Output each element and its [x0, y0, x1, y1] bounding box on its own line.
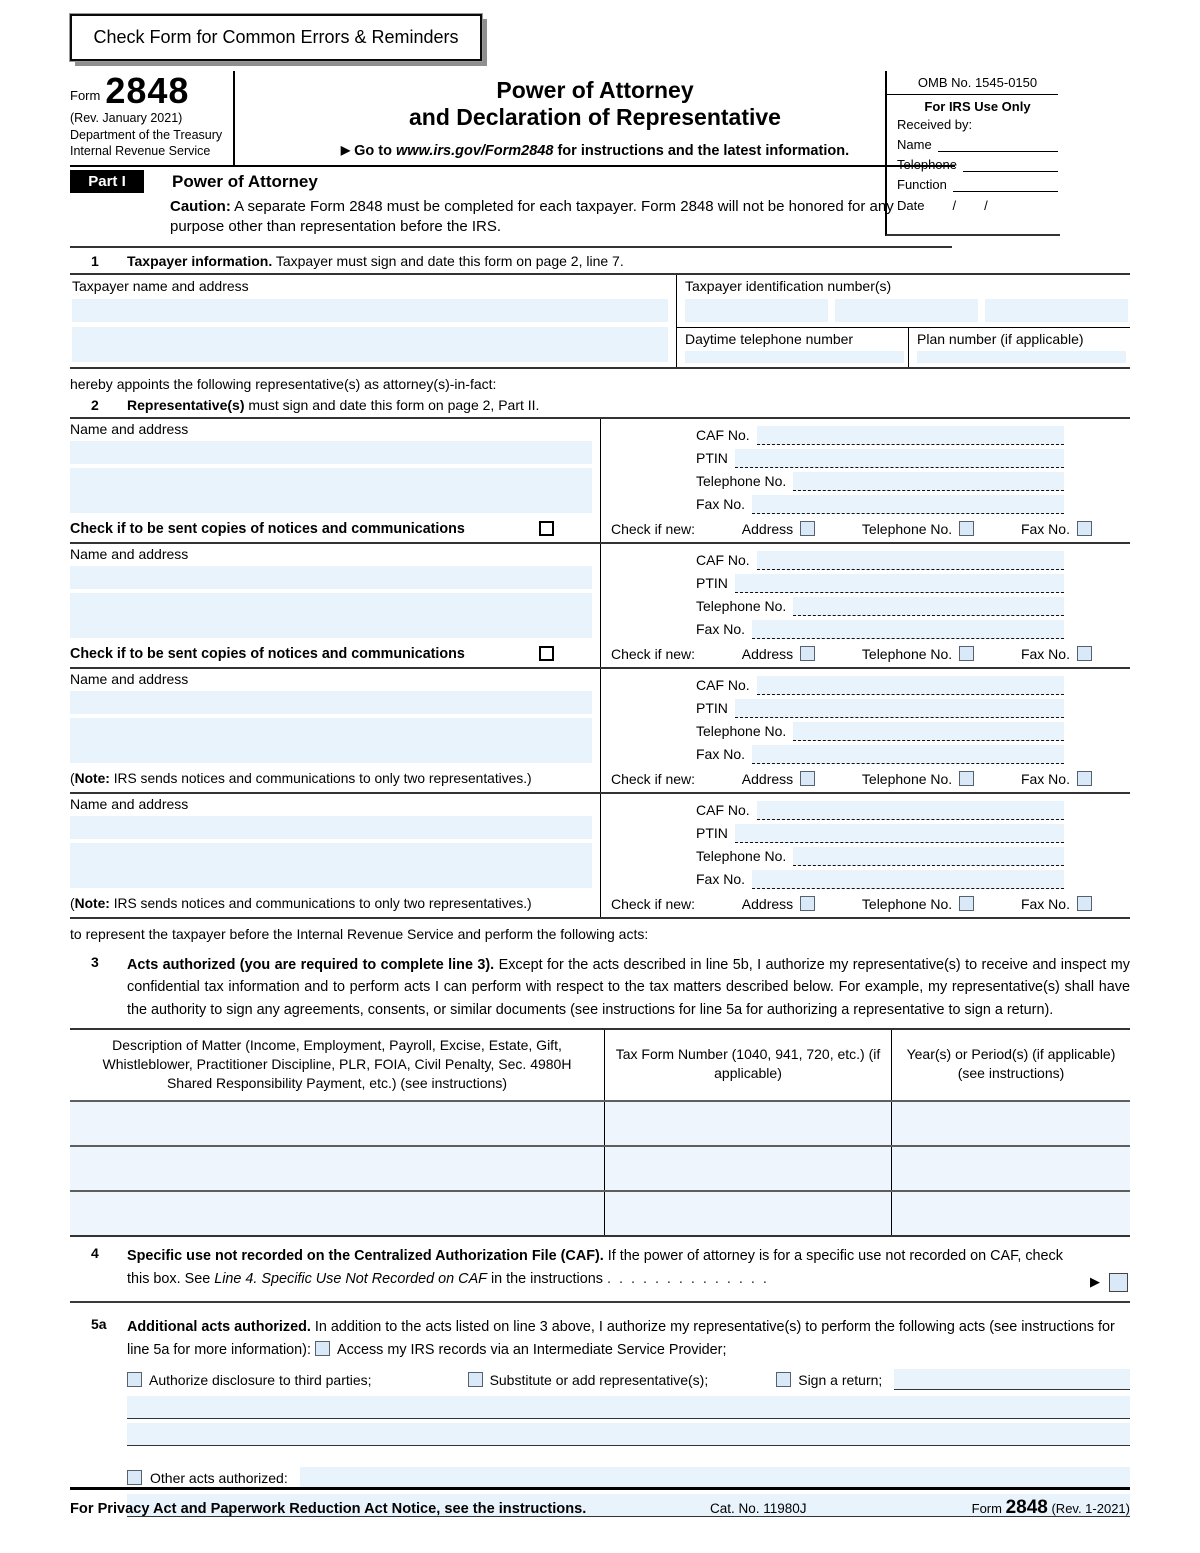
telephone-label: Telephone No.	[696, 722, 787, 739]
sign-return-input[interactable]	[894, 1369, 1130, 1390]
rep4-telephone-input[interactable]	[793, 847, 1064, 866]
dept-treasury: Department of the Treasury	[70, 128, 223, 143]
daytime-phone-cell	[677, 328, 908, 367]
description-input-3[interactable]	[70, 1192, 604, 1235]
part1-section	[70, 170, 952, 248]
goto-instructions: ▶ Go to www.irs.gov/Form2848 for instructions and the latest information.	[340, 143, 850, 160]
line5a-checkbox-row	[127, 1367, 1130, 1392]
taxpayer-name-label: Taxpayer name and address	[72, 277, 249, 294]
line3-paragraph	[70, 954, 1130, 1022]
rep1-new-telephone-checkbox[interactable]	[959, 521, 974, 536]
tin-input-2[interactable]	[835, 299, 978, 322]
new-telephone-label: Telephone No.	[861, 770, 953, 787]
ptin-label: PTIN	[696, 824, 728, 841]
fax-label: Fax No.	[696, 495, 746, 512]
rep4-fax-input[interactable]	[752, 870, 1064, 889]
line4-number: 4	[91, 1245, 99, 1262]
representative-block-3	[70, 667, 1130, 792]
rep3-new-fax-checkbox[interactable]	[1077, 771, 1092, 786]
ptin-label: PTIN	[696, 449, 728, 466]
copies-label: Check if to be sent copies of notices and communications	[70, 645, 465, 662]
rep2-address-input[interactable]	[70, 593, 592, 638]
rep4-new-telephone-checkbox[interactable]	[959, 896, 974, 911]
representative-block-1	[70, 417, 1130, 542]
part1-badge: Part I	[70, 170, 144, 193]
tax-form-input-3[interactable]	[604, 1192, 891, 1235]
pointer-arrow-icon: ▶	[1090, 1274, 1100, 1290]
line3-number: 3	[91, 953, 99, 970]
rep4-name-input[interactable]	[70, 816, 592, 839]
rep1-fax-input[interactable]	[752, 495, 1064, 514]
sign-return-checkbox[interactable]	[776, 1372, 791, 1387]
description-input-1[interactable]	[70, 1102, 604, 1145]
check-if-new-label: Check if new:	[611, 770, 696, 787]
years-periods-header: Year(s) or Period(s) (if applicable) (see instructions)	[891, 1030, 1130, 1101]
rep2-name-input[interactable]	[70, 566, 592, 589]
form-word: Form	[70, 88, 101, 104]
note-two-representatives: (Note: IRS sends notices and communications to only two representatives.)	[70, 771, 532, 786]
name-address-label: Name and address	[70, 420, 189, 437]
line5a-section	[70, 1303, 1130, 1518]
years-input-2[interactable]	[891, 1147, 1130, 1190]
new-telephone-label: Telephone No.	[861, 895, 953, 912]
received-telephone-input[interactable]	[963, 158, 1058, 172]
other-acts-input[interactable]	[300, 1467, 1130, 1488]
fax-label: Fax No.	[696, 620, 746, 637]
rep2-telephone-input[interactable]	[793, 597, 1064, 616]
representatives-section	[70, 417, 1130, 919]
taxpayer-name-input[interactable]	[72, 299, 668, 322]
tax-form-number-header: Tax Form Number (1040, 941, 720, etc.) (if applicable)	[604, 1030, 891, 1101]
line1-text: Taxpayer information. Taxpayer must sign and date this form on page 2, line 7.	[127, 252, 624, 269]
tax-form-input-2[interactable]	[604, 1147, 891, 1190]
date-slash: /	[984, 198, 988, 213]
new-telephone-label: Telephone No.	[861, 645, 953, 662]
rep3-ptin-input[interactable]	[735, 699, 1064, 718]
rep3-telephone-input[interactable]	[793, 722, 1064, 741]
plan-number-cell	[908, 328, 1130, 367]
daytime-phone-input[interactable]	[685, 351, 904, 363]
representative-block-4	[70, 792, 1130, 917]
check-if-new-label: Check if new:	[611, 520, 696, 537]
telephone-label: Telephone No.	[696, 847, 787, 864]
rep3-new-telephone-checkbox[interactable]	[959, 771, 974, 786]
hereby-appoints-text: hereby appoints the following representative(s) as attorney(s)-in-fact:	[70, 375, 497, 392]
privacy-act-notice: For Privacy Act and Paperwork Reduction Act Notice, see the instructions.	[70, 1501, 587, 1517]
new-telephone-label: Telephone No.	[861, 520, 953, 537]
arrow-icon: ▶	[340, 143, 351, 158]
line2-text: Representative(s) must sign and date this form on page 2, Part II.	[127, 396, 540, 413]
telephone-label: Telephone No.	[696, 472, 787, 489]
part1-title: Power of Attorney	[172, 171, 318, 191]
line4-section	[70, 1237, 1130, 1302]
plan-number-input[interactable]	[917, 351, 1126, 363]
years-input-3[interactable]	[891, 1192, 1130, 1235]
caf-label: CAF No.	[696, 551, 750, 568]
represent-text: to represent the taxpayer before the Internal Revenue Service and perform the following acts:	[70, 925, 649, 942]
taxpayer-info-table	[70, 273, 1130, 369]
acts-table-row-3	[70, 1190, 1130, 1235]
line1-heading	[70, 253, 1130, 269]
rep1-new-fax-checkbox[interactable]	[1077, 521, 1092, 536]
additional-acts-input-line-1[interactable]	[127, 1396, 1130, 1419]
additional-acts-input-line-2[interactable]	[127, 1423, 1130, 1446]
received-function-input[interactable]	[953, 178, 1058, 192]
tin-input-1[interactable]	[685, 299, 828, 322]
years-input-1[interactable]	[891, 1102, 1130, 1145]
page-title-line1: Power of Attorney	[496, 77, 694, 103]
rep3-fax-input[interactable]	[752, 745, 1064, 764]
rep2-copies-checkbox[interactable]	[539, 646, 554, 661]
line5a-text: Additional acts authorized. In addition to the acts listed on line 3 above, I authorize my representative(s) to perform the following acts (see instructions for line 5a for more information): Access my IRS records via an Intermediate Service Provider;	[127, 1318, 1115, 1358]
plan-number-label: Plan number (if applicable)	[917, 330, 1084, 347]
line3-text: Acts authorized (you are required to complete line 3). Except for the acts described in line 5b, I authorize my representative(s) to receive and inspect my confidential tax information and to perform acts I can perform with respect to the tax matters described below. For example, my representative(s) shall have the authority to sign any agreements, consents, or similar documents (see instructions for line 5a for authorizing a representative to sign a return).	[127, 956, 1130, 1018]
new-address-label: Address	[741, 770, 794, 787]
irs-url: www.irs.gov/Form2848	[396, 143, 554, 160]
name-address-label: Name and address	[70, 795, 189, 812]
rep1-telephone-input[interactable]	[793, 472, 1064, 491]
dot-leader: . . . . . . . . . . . . . .	[606, 1271, 769, 1288]
irs-use-only-box	[885, 71, 1060, 236]
taxpayer-id-cell	[676, 275, 1130, 367]
rep2-fax-input[interactable]	[752, 620, 1064, 639]
line2-number: 2	[91, 396, 99, 413]
rep2-new-telephone-checkbox[interactable]	[959, 646, 974, 661]
caution-text: Caution: A separate Form 2848 must be completed for each taxpayer. Form 2848 will not be honored for any purpose other than representation before the IRS.	[170, 198, 894, 236]
rep3-name-input[interactable]	[70, 691, 592, 714]
other-acts-checkbox[interactable]	[127, 1470, 142, 1485]
form-id-block	[70, 71, 235, 165]
form-header	[70, 71, 955, 167]
name-address-label: Name and address	[70, 545, 189, 562]
access-irs-records-checkbox[interactable]	[315, 1341, 330, 1356]
rep3-new-address-checkbox[interactable]	[800, 771, 815, 786]
line4-italic-reference: Line 4. Specific Use Not Recorded on CAF	[214, 1271, 487, 1288]
tax-form-input-1[interactable]	[604, 1102, 891, 1145]
other-acts-label: Other acts authorized:	[150, 1469, 288, 1486]
line4-text: Specific use not recorded on the Centralized Authorization File (CAF). If the power of attorney is for a specific use not recorded on CAF, check this box. See Line 4. Specific Use Not Recorded on CAF in the instructions . . . . . . . . . . . . . .	[127, 1248, 1063, 1288]
check-if-new-label: Check if new:	[611, 895, 696, 912]
line2-heading	[70, 397, 1130, 413]
new-fax-label: Fax No.	[1020, 895, 1070, 912]
caf-label: CAF No.	[696, 426, 750, 443]
new-fax-label: Fax No.	[1020, 645, 1070, 662]
received-telephone-label: Telephone	[897, 157, 957, 172]
page-title-line2: and Declaration of Representative	[409, 104, 781, 131]
rep4-new-fax-checkbox[interactable]	[1077, 896, 1092, 911]
rep2-new-address-checkbox[interactable]	[800, 646, 815, 661]
note-two-representatives: (Note: IRS sends notices and communications to only two representatives.)	[70, 896, 532, 911]
rep1-address-input[interactable]	[70, 468, 592, 513]
received-name-label: Name	[897, 137, 932, 152]
received-by-label: Received by:	[897, 117, 973, 132]
access-irs-records-label: Access my IRS records via an Intermediate Service Provider;	[336, 1341, 727, 1358]
description-input-2[interactable]	[70, 1147, 604, 1190]
rep3-address-input[interactable]	[70, 718, 592, 763]
date-slash: /	[952, 198, 957, 213]
received-name-input[interactable]	[938, 138, 1058, 152]
telephone-label: Telephone No.	[696, 597, 787, 614]
form-revision: (Rev. January 2021)	[70, 111, 183, 126]
acts-table-row-2	[70, 1145, 1130, 1190]
daytime-phone-label: Daytime telephone number	[685, 330, 854, 347]
rep4-caf-input[interactable]	[757, 801, 1064, 820]
substitute-representative-label: Substitute or add representative(s);	[489, 1371, 709, 1388]
new-fax-label: Fax No.	[1020, 770, 1070, 787]
caf-label: CAF No.	[696, 801, 750, 818]
ptin-label: PTIN	[696, 574, 728, 591]
copies-label: Check if to be sent copies of notices and communications	[70, 520, 465, 537]
tin-input-3[interactable]	[985, 299, 1128, 322]
description-of-matter-header: Description of Matter (Income, Employment, Payroll, Excise, Estate, Gift, Whistleblower, Practitioner Discipline, PLR, FOIA, Civil Penalty, Sec. 4980H Shared Responsibility Payment, etc.) (see instructions)	[102, 1036, 572, 1091]
representative-block-2	[70, 542, 1130, 667]
catalog-number: Cat. No. 11980J	[710, 1501, 807, 1516]
received-date-label: Date	[897, 198, 925, 213]
taxpayer-address-input[interactable]	[72, 327, 668, 362]
substitute-representative-checkbox[interactable]	[468, 1372, 483, 1387]
fax-label: Fax No.	[696, 870, 746, 887]
acts-table-row-1	[70, 1100, 1130, 1145]
authorize-disclosure-checkbox[interactable]	[127, 1372, 142, 1387]
new-address-label: Address	[741, 520, 794, 537]
acts-authorized-table	[70, 1028, 1130, 1238]
page-footer	[70, 1487, 1130, 1519]
authorize-disclosure-label: Authorize disclosure to third parties;	[149, 1371, 372, 1388]
rep4-new-address-checkbox[interactable]	[800, 896, 815, 911]
new-address-label: Address	[741, 895, 794, 912]
check-if-new-label: Check if new:	[611, 645, 696, 662]
irs-use-only-label: For IRS Use Only	[924, 99, 1031, 114]
caf-label: CAF No.	[696, 676, 750, 693]
footer-form-id: Form 2848 (Rev. 1-2021)	[971, 1497, 1130, 1518]
rep1-copies-checkbox[interactable]	[539, 521, 554, 536]
rep1-ptin-input[interactable]	[735, 449, 1064, 468]
omb-number: OMB No. 1545-0150	[887, 75, 1058, 95]
tin-label: Taxpayer identification number(s)	[685, 277, 892, 294]
form-number: 2848	[105, 70, 190, 111]
taxpayer-name-cell	[70, 275, 676, 367]
rep4-address-input[interactable]	[70, 843, 592, 888]
rep2-caf-input[interactable]	[757, 551, 1064, 570]
received-function-label: Function	[897, 177, 947, 192]
rep1-caf-input[interactable]	[757, 426, 1064, 445]
rep1-name-input[interactable]	[70, 441, 592, 464]
line1-number: 1	[91, 252, 99, 269]
rep2-ptin-input[interactable]	[735, 574, 1064, 593]
sign-return-label: Sign a return;	[798, 1371, 883, 1388]
check-form-button[interactable]: Check Form for Common Errors & Reminders	[70, 14, 482, 61]
rep1-new-address-checkbox[interactable]	[800, 521, 815, 536]
specific-use-checkbox[interactable]	[1109, 1273, 1128, 1292]
fax-label: Fax No.	[696, 745, 746, 762]
form-title-block	[235, 71, 955, 165]
rep4-ptin-input[interactable]	[735, 824, 1064, 843]
rep2-new-fax-checkbox[interactable]	[1077, 646, 1092, 661]
new-fax-label: Fax No.	[1020, 520, 1070, 537]
rep3-caf-input[interactable]	[757, 676, 1064, 695]
new-address-label: Address	[741, 645, 794, 662]
irs-name: Internal Revenue Service	[70, 144, 211, 159]
ptin-label: PTIN	[696, 699, 728, 716]
name-address-label: Name and address	[70, 670, 189, 687]
line5a-number: 5a	[91, 1315, 107, 1332]
